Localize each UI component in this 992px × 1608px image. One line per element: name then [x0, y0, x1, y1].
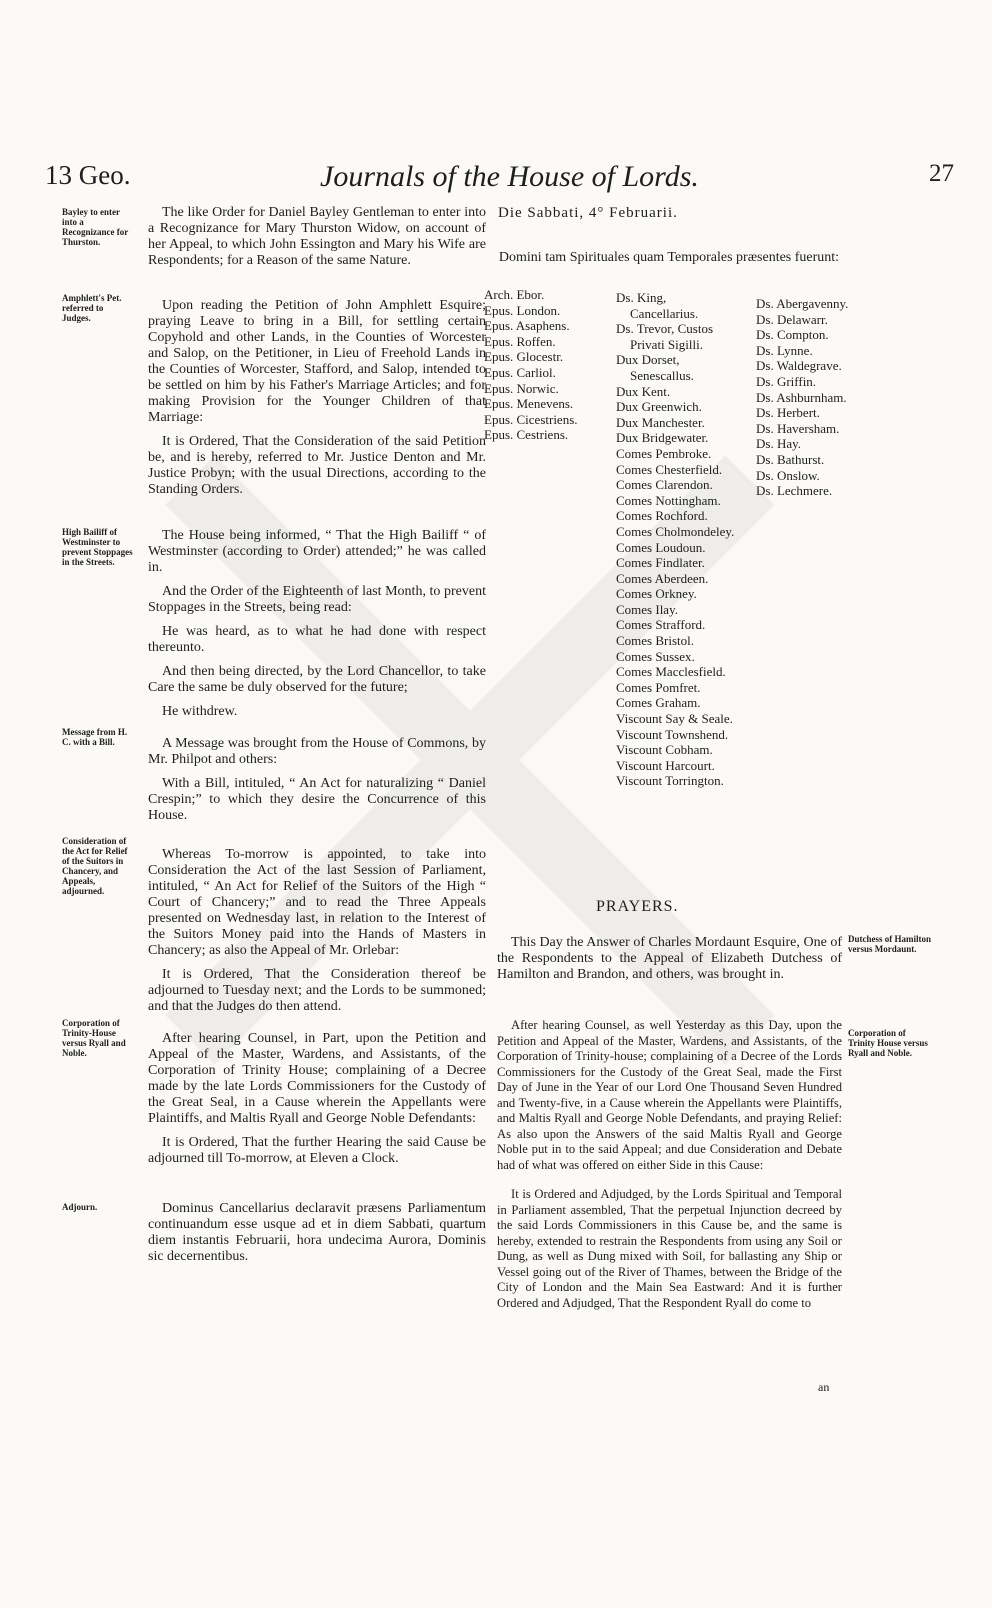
lord-name: Comes Nottingham.: [616, 492, 721, 508]
lord-name: Comes Loudoun.: [616, 539, 706, 555]
lord-name: Senescallus.: [630, 367, 694, 383]
lord-name: Ds. Haversham.: [756, 420, 840, 436]
lord-name: Ds. Hay.: [756, 436, 802, 452]
margin-note: Message from H. C. with a Bill.: [62, 727, 128, 747]
lord-name: Comes Ilay.: [616, 601, 678, 617]
lord-name: Epus. Menevens.: [484, 396, 574, 412]
lord-name: Viscount Townshend.: [616, 726, 729, 742]
present-line: [498, 250, 840, 274]
lord-name: Dux Bridgewater.: [616, 430, 709, 446]
lord-name: Ds. Ashburnham.: [756, 389, 847, 405]
lord-name: Viscount Torrington.: [616, 773, 724, 789]
lord-name: Ds. Herbert.: [756, 405, 820, 421]
entry-trinity: [148, 1031, 486, 1175]
lord-name: Dux Manchester.: [616, 414, 705, 430]
header-left: 13 Geo.: [45, 160, 131, 190]
lords-barons: [756, 296, 848, 499]
margin-note: Corporation of Trinity House versus Ryall and Noble.: [848, 1028, 928, 1058]
date-heading: Die Sabbati, 4° Februarii.: [498, 205, 678, 221]
lord-name: Cancellarius.: [630, 305, 699, 321]
lord-name: Ds. Onslow.: [756, 467, 820, 483]
page-number: 27: [929, 160, 954, 187]
paragraph: It is Ordered, That the further Hearing the said Cause be adjourned till To-morrow, at Eleven a Clock.: [148, 1135, 486, 1166]
lord-name: Comes Findlater.: [616, 555, 705, 571]
paragraph: After hearing Counsel, as well Yesterday as this Day, upon the Petition and Appeal of the Master, Wardens, and Assistants, of the Corporation of Trinity-house; complaining of a Decree of the Lords Commissioners for the Custody of the Great Seal, made the First Day of June in the Year of our Lord One Thousand Seven Hundred and Twenty-five, in a Cause wherein the Appellants were Plaintiffs, and Maltis Ryall and George Noble Defendants, and praying Relief: As also upon the Answers of the said Maltis Ryall and George Noble put in to the said Appeal; and due Consideration and Debate had of what was offered on either Side in this Cause:: [497, 1018, 842, 1172]
entry-chancery: [148, 847, 486, 1023]
lord-name: Comes Pomfret.: [616, 679, 701, 695]
lord-name: Comes Strafford.: [616, 617, 706, 633]
lord-name: Viscount Cobham.: [616, 742, 713, 758]
lord-name: Comes Aberdeen.: [616, 570, 709, 586]
margin-note: High Bailiff of Westminster to prevent Stoppages in the Streets.: [62, 527, 133, 567]
lord-name: Ds. Lechmere.: [756, 483, 833, 499]
header-title: Journals of the House of Lords.: [320, 160, 699, 193]
lord-name: Comes Rochford.: [616, 508, 708, 524]
lord-name: Ds. Lynne.: [756, 342, 813, 358]
lord-name: Comes Cholmondeley.: [616, 523, 735, 539]
lord-name: Dux Greenwich.: [616, 399, 702, 415]
paragraph: And the Order of the Eighteenth of last Month, to prevent Stoppages in the Streets, being read:: [148, 584, 486, 615]
lord-name: Comes Chesterfield.: [616, 461, 723, 477]
lord-name: Comes Clarendon.: [616, 477, 713, 493]
lord-name: Epus. Glocestr.: [484, 349, 564, 365]
paragraph: The House being informed, “ That the High Bailiff “ of Westminster (according to Order) attended;” he was called in.: [148, 528, 486, 575]
paragraph: It is Ordered, That the Consideration of the said Petition be, and is hereby, referred to Mr. Justice Denton and Mr. Justice Probyn; with the usual Directions, according to the Standing Orders.: [148, 434, 486, 497]
lord-name: Viscount Say & Seale.: [616, 711, 733, 727]
margin-note: Amphlett's Pet. referred to Judges.: [62, 293, 122, 323]
paragraph: Whereas To-morrow is appointed, to take into Consideration the Act of the last Session of Parliament, intituled, “ An Act for Relief of the Suitors of the High “ Court of Chancery;” and to read the Three Appeals presented on Wednesday last, in relation to the Interest of the Suitors Money paid into the Hands of Masters in Chancery; as also the Appeal of Mr. Orlebar:: [148, 847, 486, 958]
lord-name: Dux Kent.: [616, 383, 671, 399]
lord-name: Epus. Norwic.: [484, 380, 559, 396]
lord-name: Privati Sigilli.: [630, 336, 703, 352]
lord-name: Comes Bristol.: [616, 633, 695, 649]
lords-temporal: [616, 290, 734, 789]
entry-high-bailiff: [148, 528, 486, 728]
lord-name: Ds. King,: [616, 290, 667, 305]
paragraph: After hearing Counsel, in Part, upon the Petition and Appeal of the Master, Wardens, and Assistants, of the Corporation of Trinity House; complaining of a Decree made by the late Lords Commissioners for the Custody of the Great Seal, in a Cause wherein the Appellants were Plaintiffs, and Maltis Ryall and George Noble Defendants:: [148, 1031, 486, 1126]
margin-note: Bayley to enter into a Recognizance for Thurston.: [62, 207, 129, 247]
catchword: an: [818, 1380, 830, 1394]
lord-name: Ds. Delawarr.: [756, 311, 828, 327]
lord-name: Comes Sussex.: [616, 648, 695, 664]
paragraph: And then being directed, by the Lord Chancellor, to take Care the same be duly observed for the future;: [148, 664, 486, 695]
paragraph: This Day the Answer of Charles Mordaunt Esquire, One of the Respondents to the Appeal of Elizabeth Dutchess of Hamilton and Brandon, and others, was brought in.: [497, 935, 842, 982]
lord-name: Epus. Cicestriens.: [484, 411, 578, 427]
paragraph: The like Order for Daniel Bayley Gentleman to enter into a Recognizance for Mary Thurston Widow, on account of her Appeal, to which John Essington and Mary his Wife are Respondents; for a Reason of the same Nature.: [148, 205, 486, 268]
lord-name: Ds. Waldegrave.: [756, 358, 842, 374]
lord-name: Ds. Griffin.: [756, 373, 817, 389]
lord-name: Ds. Abergavenny.: [756, 296, 849, 311]
lord-name: Epus. Cestriens.: [484, 427, 569, 443]
margin-note: Corporation of Trinity-House versus Ryall and Noble.: [62, 1018, 126, 1058]
margin-note: Dutchess of Hamilton versus Mordaunt.: [848, 934, 931, 954]
lord-name: Dux Dorset,: [616, 352, 680, 368]
lord-name: Comes Macclesfield.: [616, 664, 726, 680]
entry-bayley: [148, 205, 486, 277]
paragraph: He was heard, as to what he had done with respect thereunto.: [148, 624, 486, 655]
lord-name: Arch. Ebor.: [484, 287, 545, 302]
paragraph: Dominus Cancellarius declaravit præsens Parliamentum continuandum esse usque ad et in diem Sabbati, quartum diem instantis Februarii, hora undecima Aurora, Dominis sic decernentibus.: [148, 1201, 486, 1264]
lord-name: Epus. London.: [484, 302, 561, 318]
lord-name: Epus. Roffen.: [484, 333, 556, 349]
paragraph: With a Bill, intituled, “ An Act for naturalizing “ Daniel Crespin;” to which they desire the Concurrence of this House.: [148, 776, 486, 823]
entry-adjourn: [148, 1201, 486, 1273]
paragraph: It is Ordered, That the Consideration thereof be adjourned to Tuesday next; and the Lords to be summoned; and that the Judges do then attend.: [148, 967, 486, 1014]
paragraph: It is Ordered and Adjudged, by the Lords Spiritual and Temporal in Parliament assembled, That the perpetual Injunction decreed by the said Lords Commissioners in this Cause be, and the same is hereby, extended to restrain the Respondents from using any Soil or Dung, as well as Dung mixed with Soil, for ballasting any Ship or Vessel going out of the River of Thames, between the Bridge of the City of London and the Main Sea Eastward: And it is further Ordered and Adjudged, That the Respondent Ryall do come to: [497, 1187, 842, 1310]
lords-spiritual: [484, 287, 578, 443]
sitting-date: [498, 205, 840, 222]
lord-name: Ds. Trevor, Custos: [616, 321, 714, 337]
margin-note: Adjourn.: [62, 1202, 98, 1212]
present-text: Domini tam Spirituales quam Temporales præsentes fuerunt:: [498, 250, 840, 265]
lord-name: Viscount Harcourt.: [616, 757, 715, 773]
paragraph: Upon reading the Petition of John Amphlett Esquire; praying Leave to bring in a Bill, for settling certain Copyhold and other Lands, in the Counties of Worcester and Salop, on the Petitioner, in Lieu of Freehold Lands in the Counties of Worcester, Stafford, and Salop, intended to be settled on him by his Father's Marriage Articles; and for making Provision for the Younger Children of that Marriage:: [148, 298, 486, 425]
lord-name: Ds. Compton.: [756, 327, 829, 343]
lord-name: Epus. Asaphens.: [484, 318, 570, 334]
lord-name: Ds. Bathurst.: [756, 451, 825, 467]
entry-hamilton: [497, 935, 842, 991]
lord-name: Comes Graham.: [616, 695, 701, 711]
lord-name: Comes Pembroke.: [616, 445, 712, 461]
paragraph: A Message was brought from the House of Commons, by Mr. Philpot and others:: [148, 736, 486, 767]
lord-name: Epus. Carliol.: [484, 364, 556, 380]
entry-amphlett: [148, 298, 486, 506]
margin-note: Consideration of the Act for Relief of the Suitors in Chancery, and Appeals, adjourned.: [62, 836, 128, 896]
paragraph: He withdrew.: [162, 704, 238, 719]
running-header: [0, 160, 992, 200]
prayers-heading: PRAYERS.: [596, 898, 679, 915]
lord-name: Comes Orkney.: [616, 586, 697, 602]
entry-trinity-judgment: [497, 1018, 842, 1319]
entry-message: [148, 736, 486, 832]
